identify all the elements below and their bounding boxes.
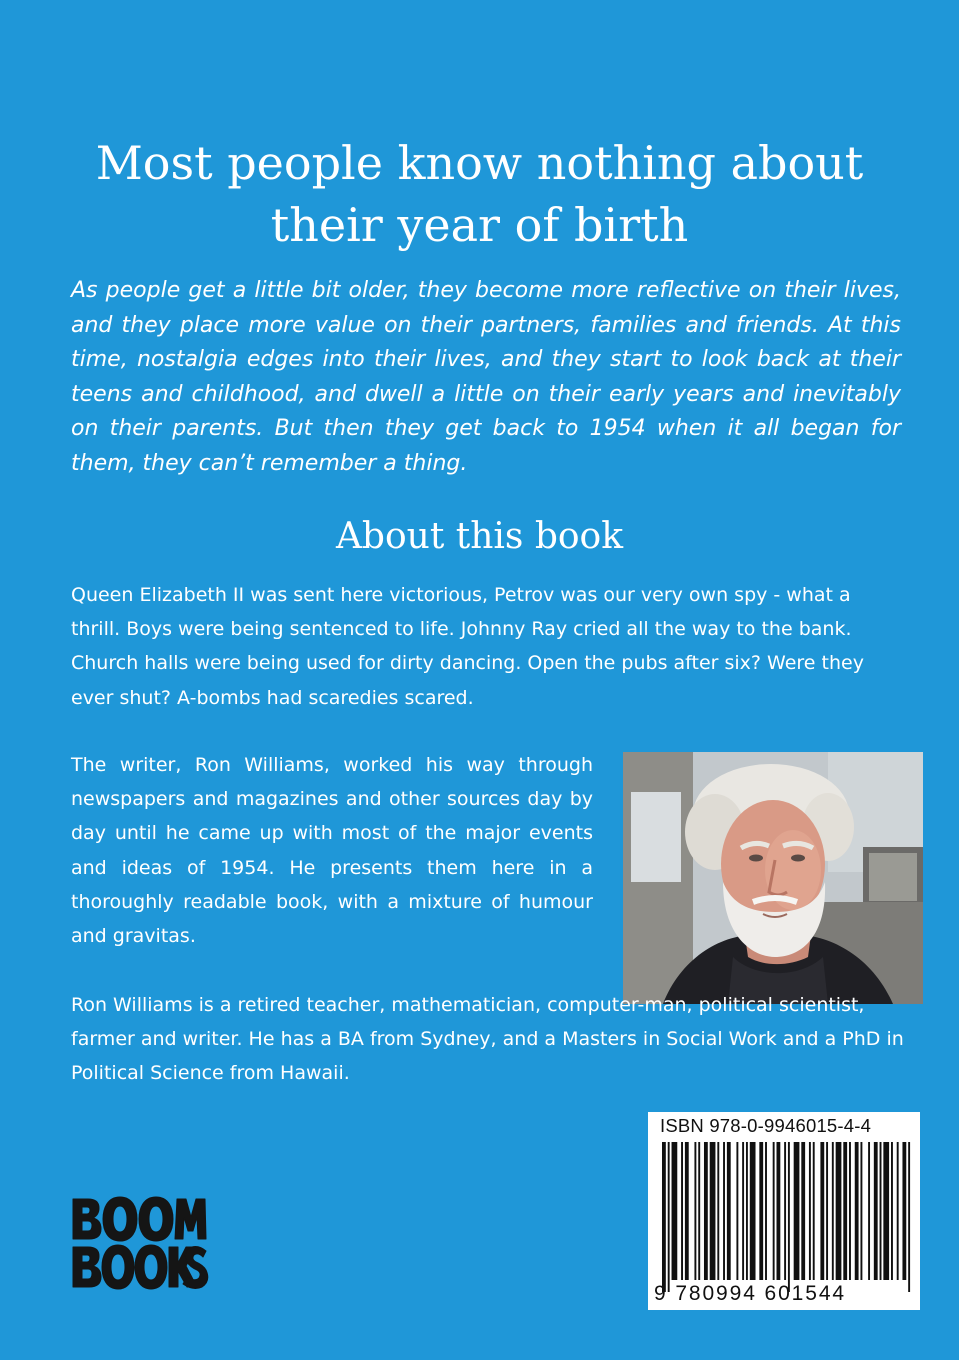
barcode-digits: 9 780994 601544 (654, 1282, 846, 1305)
barcode-bar (794, 1142, 800, 1280)
author-bio-paragraph: Ron Williams is a retired teacher, mathematician, computer-man, political scientist, farmer and writer. He has a BA from Sydney, and a Masters in Social Work and a PhD in Political Science from Hawaii. (71, 994, 904, 1085)
barcode-bar (891, 1142, 893, 1280)
barcode-bar (698, 1142, 700, 1280)
intro-paragraph: As people get a little bit older, they become more reflective on their lives, and they place more value on their partners, families and friends. At this time, nostalgia edges into their lives, and they start to look back at their teens and childhood, and dwell a little on their early years and inevitably on their parents. But then they get back to 1954 when it all began for them, they can’t remember a thing. (71, 278, 901, 476)
barcode-bar (813, 1142, 815, 1280)
barcode-bar (742, 1142, 744, 1280)
barcode-bar (809, 1142, 811, 1280)
barcode-bar (777, 1142, 781, 1280)
back-cover-headline: Most people know nothing about their year of birth (95, 136, 864, 252)
barcode-bar (880, 1142, 882, 1280)
about-summary-paragraph: Queen Elizabeth II was sent here victorious, Petrov was our very own spy - what a thrill. Boys were being sentenced to life. Johnny Ray cried all the way to the bank. Church halls were being used for dirty dancing. Open the pubs after six? Were they ever shut? A-bombs had scaredies scared. (71, 584, 864, 709)
isbn-label: ISBN 978-0-9946015-4-4 (660, 1115, 872, 1136)
barcode-bar (685, 1142, 689, 1280)
boom-books-logo (69, 1187, 209, 1299)
about-heading: About this book (335, 516, 624, 557)
isbn-barcode (648, 1112, 920, 1310)
barcode-bar (717, 1142, 719, 1280)
barcode-bar (704, 1142, 708, 1280)
barcode-bar (784, 1142, 786, 1280)
barcode-bar (750, 1142, 756, 1280)
barcode-bar (672, 1142, 678, 1280)
barcode-bar (874, 1142, 878, 1280)
barcode-bar (883, 1142, 889, 1280)
author-portrait-icon (623, 752, 923, 1004)
barcode-bar (788, 1142, 790, 1292)
barcode-bar (681, 1142, 683, 1280)
barcode-bar (765, 1142, 767, 1280)
barcode-bar (727, 1142, 731, 1280)
barcode-bar (843, 1142, 847, 1280)
barcode-bar (849, 1142, 851, 1280)
barcode-bar (694, 1142, 696, 1280)
barcode-bar (902, 1142, 906, 1280)
barcode-bar (759, 1142, 763, 1280)
barcode-bar (710, 1142, 716, 1280)
writer-paragraph: The writer, Ron Williams, worked his way through newspapers and magazines and other sources day by day until he came up with most of the major events and ideas of 1954. He presents them here in a thoroughly readable book, with a mixture of humour and gravitas. (71, 754, 593, 948)
boom-books-logo-icon (69, 1187, 209, 1299)
barcode-bar (820, 1142, 824, 1280)
barcode-bar (801, 1142, 805, 1280)
barcode-bar (826, 1142, 828, 1280)
barcode-bar (832, 1142, 834, 1280)
barcode-bar (897, 1142, 899, 1280)
barcode-icon (662, 1142, 912, 1292)
barcode-bar (860, 1142, 862, 1280)
barcode-bar (736, 1142, 738, 1280)
author-photo (623, 752, 923, 1004)
barcode-bar (668, 1142, 670, 1292)
barcode-bar (723, 1142, 725, 1280)
barcode-bar (908, 1142, 910, 1292)
barcode-bar (746, 1142, 748, 1280)
barcode-bar (773, 1142, 775, 1280)
barcode-bar (855, 1142, 859, 1280)
barcode-bar (836, 1142, 842, 1280)
barcode-bar (868, 1142, 870, 1280)
barcode-bar (662, 1142, 666, 1292)
